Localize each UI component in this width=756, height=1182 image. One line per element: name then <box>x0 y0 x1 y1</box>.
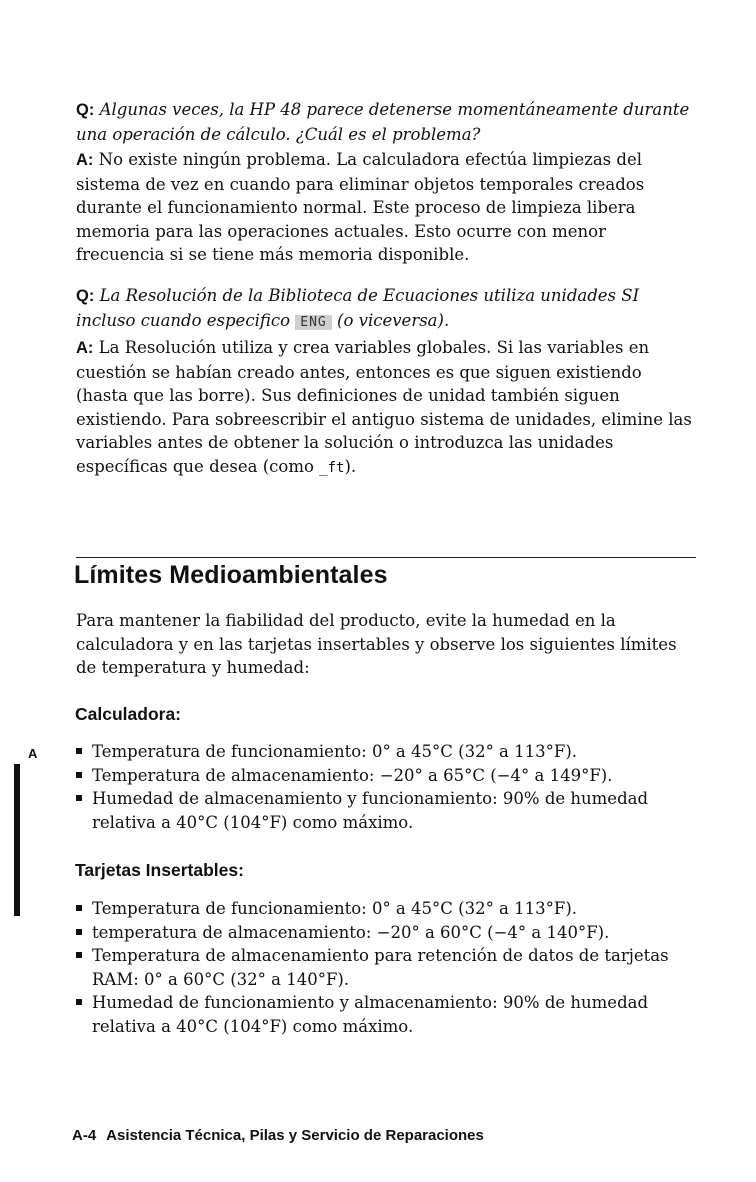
page-number: A-4 <box>72 1127 97 1144</box>
section-intro: Para mantener la fiabilidad del producto, evite la humedad en la calculadora y en las tarjetas insertables y observe los siguientes límites de temperatura y humedad: <box>76 611 677 677</box>
question-text: Algunas veces, la HP 48 parece detenerse momentáneamente durante una operación de cálculo. ¿Cuál es el problema? <box>76 100 690 144</box>
eng-key: ENG <box>295 315 331 330</box>
answer-text: La Resolución utiliza y crea variables globales. Si las variables en cuestión se habían creado antes, entonces es que siguen existiendo (hasta que las borre). Sus definiciones de unidad también siguen existiendo. Para sobreescribir el antiguo sistema de unidades, elimine las variables antes de obtener la solución o introduzca las unidades específicas que desea (como <box>76 338 692 476</box>
question-text-after: (o viceversa). <box>337 310 450 330</box>
bullet-icon <box>76 772 82 778</box>
bullet-icon <box>76 905 82 911</box>
appendix-tab-bar <box>14 764 20 916</box>
unit-code: _ft <box>319 459 345 476</box>
list-item: Humedad de almacenamiento y funcionamiento: 90% de humedad relativa a 40°C (104°F) como máximo. <box>76 787 696 834</box>
list-item: Temperatura de funcionamiento: 0° a 45°C (32° a 113°F). <box>76 897 696 921</box>
question-text: La Resolución de la Biblioteca de Ecuaciones utiliza unidades SI incluso cuando especifico <box>76 286 640 330</box>
answer-tag: A: <box>76 339 94 357</box>
faq-entry-1 <box>76 98 696 267</box>
bullet-icon <box>76 929 82 935</box>
section-title: Límites Medioambientales <box>74 561 388 589</box>
page-footer <box>72 1127 484 1144</box>
bullet-icon <box>76 999 82 1005</box>
calculadora-list <box>76 740 696 834</box>
tarjetas-heading: Tarjetas Insertables: <box>75 860 244 880</box>
section-divider <box>76 557 696 558</box>
question-tag: Q: <box>76 287 95 305</box>
list-item: Humedad de funcionamiento y almacenamiento: 90% de humedad relativa a 40°C (104°F) como máximo. <box>76 991 696 1038</box>
answer-text-after: ). <box>344 456 357 476</box>
answer-text: No existe ningún problema. La calculadora efectúa limpiezas del sistema de vez en cuando para eliminar objetos temporales creados durante el funcionamiento normal. Este proceso de limpieza libera memoria para las operaciones actuales. Esto ocurre con menor frecuencia si se tiene más memoria disponible. <box>76 150 645 264</box>
list-item: Temperatura de funcionamiento: 0° a 45°C (32° a 113°F). <box>76 740 696 764</box>
list-item: Temperatura de almacenamiento para retención de datos de tarjetas RAM: 0° a 60°C (32° a 140°F). <box>76 944 696 991</box>
calculadora-heading: Calculadora: <box>75 704 181 724</box>
list-item: Temperatura de almacenamiento: −20° a 65°C (−4° a 149°F). <box>76 764 696 788</box>
answer-tag: A: <box>76 151 94 169</box>
answer-1 <box>76 148 696 267</box>
tarjetas-list <box>76 897 696 1038</box>
question-tag: Q: <box>76 101 95 119</box>
question-2 <box>76 284 696 334</box>
appendix-tab-label: A <box>28 746 38 761</box>
bullet-icon <box>76 952 82 958</box>
faq-entry-2 <box>76 284 696 480</box>
answer-2 <box>76 336 696 480</box>
footer-title: Asistencia Técnica, Pilas y Servicio de Reparaciones <box>106 1127 484 1144</box>
bullet-icon <box>76 795 82 801</box>
question-1 <box>76 98 696 146</box>
list-item: temperatura de almacenamiento: −20° a 60°C (−4° a 140°F). <box>76 921 696 945</box>
bullet-icon <box>76 748 82 754</box>
